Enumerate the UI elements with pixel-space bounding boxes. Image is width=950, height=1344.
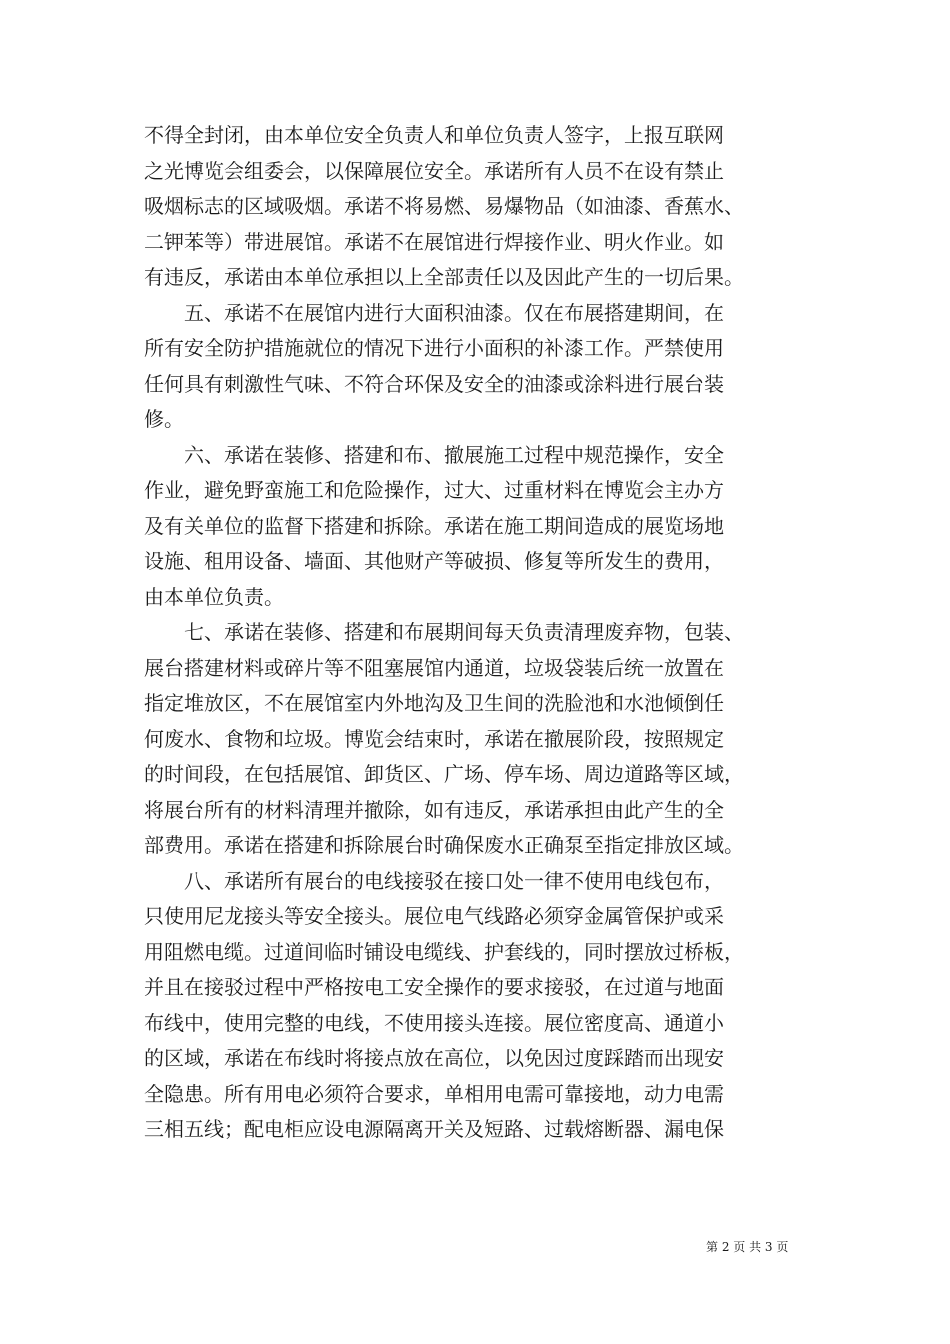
text-line: 八、承诺所有展台的电线接驳在接口处一律不使用电线包布， [144,868,724,893]
text-line: 由本单位负责。 [144,584,284,609]
text-line: 何废水、食物和垃圾。博览会结束时，承诺在撤展阶段，按照规定 [144,726,724,751]
document-body [144,118,816,1148]
text-line: 用阻燃电缆。过道间临时铺设电缆线、护套线的，同时摆放过桥板， [144,939,744,964]
text-line: 展台搭建材料或碎片等不阻塞展馆内通道，垃圾袋装后统一放置在 [144,655,724,680]
text-line: 只使用尼龙接头等安全接头。展位电气线路必须穿金属管保护或采 [144,904,724,928]
text-line: 之光博览会组委会，以保障展位安全。承诺所有人员不在设有禁止 [144,158,724,183]
text-line: 不得全封闭，由本单位安全负责人和单位负责人签字，上报互联网 [144,123,724,147]
page-number-footer: 第 2 页 共 3 页 [706,1240,789,1254]
text-line: 作业，避免野蛮施工和危险操作，过大、过重材料在博览会主办方 [144,478,724,502]
text-line: 有违反，承诺由本单位承担以上全部责任以及因此产生的一切后果。 [144,265,744,289]
text-line: 任何具有刺激性气味、不符合环保及安全的油漆或涂料进行展台装 [144,371,724,396]
text-line: 全隐患。所有用电必须符合要求，单相用电需可靠接地，动力电需 [144,1081,724,1106]
text-line: 二钾苯等）带进展馆。承诺不在展馆进行焊接作业、明火作业。如 [144,229,724,254]
text-line: 修。 [144,407,184,431]
text-line: 六、承诺在装修、搭建和布、撤展施工过程中规范操作，安全 [144,442,724,467]
text-line: 七、承诺在装修、搭建和布展期间每天负责清理废弃物，包装、 [144,620,744,644]
text-line: 的时间段，在包括展馆、卸货区、广场、停车场、周边道路等区域， [144,762,744,786]
text-line: 布线中，使用完整的电线，不使用接头连接。展位密度高、通道小 [144,1010,724,1035]
text-line: 的区域，承诺在布线时将接点放在高位，以免因过度踩踏而出现安 [144,1046,724,1070]
text-line: 部费用。承诺在搭建和拆除展台时确保废水正确泵至指定排放区域。 [144,833,744,857]
text-line: 吸烟标志的区域吸烟。承诺不将易燃、易爆物品（如油漆、香蕉水、 [144,194,744,218]
text-line: 设施、租用设备、墙面、其他财产等破损、修复等所发生的费用， [144,549,724,573]
text-line: 五、承诺不在展馆内进行大面积油漆。仅在布展搭建期间，在 [144,300,724,325]
text-line: 三相五线；配电柜应设电源隔离开关及短路、过载熔断器、漏电保 [144,1117,724,1141]
text-line: 所有安全防护措施就位的情况下进行小面积的补漆工作。严禁使用 [144,336,724,360]
text-line: 将展台所有的材料清理并撤除，如有违反，承诺承担由此产生的全 [144,797,724,822]
text-line: 指定堆放区，不在展馆室内外地沟及卫生间的洗脸池和水池倾倒任 [144,691,724,715]
text-line: 及有关单位的监督下搭建和拆除。承诺在施工期间造成的展览场地 [144,513,724,538]
text-line: 并且在接驳过程中严格按电工安全操作的要求接驳，在过道与地面 [144,975,724,999]
